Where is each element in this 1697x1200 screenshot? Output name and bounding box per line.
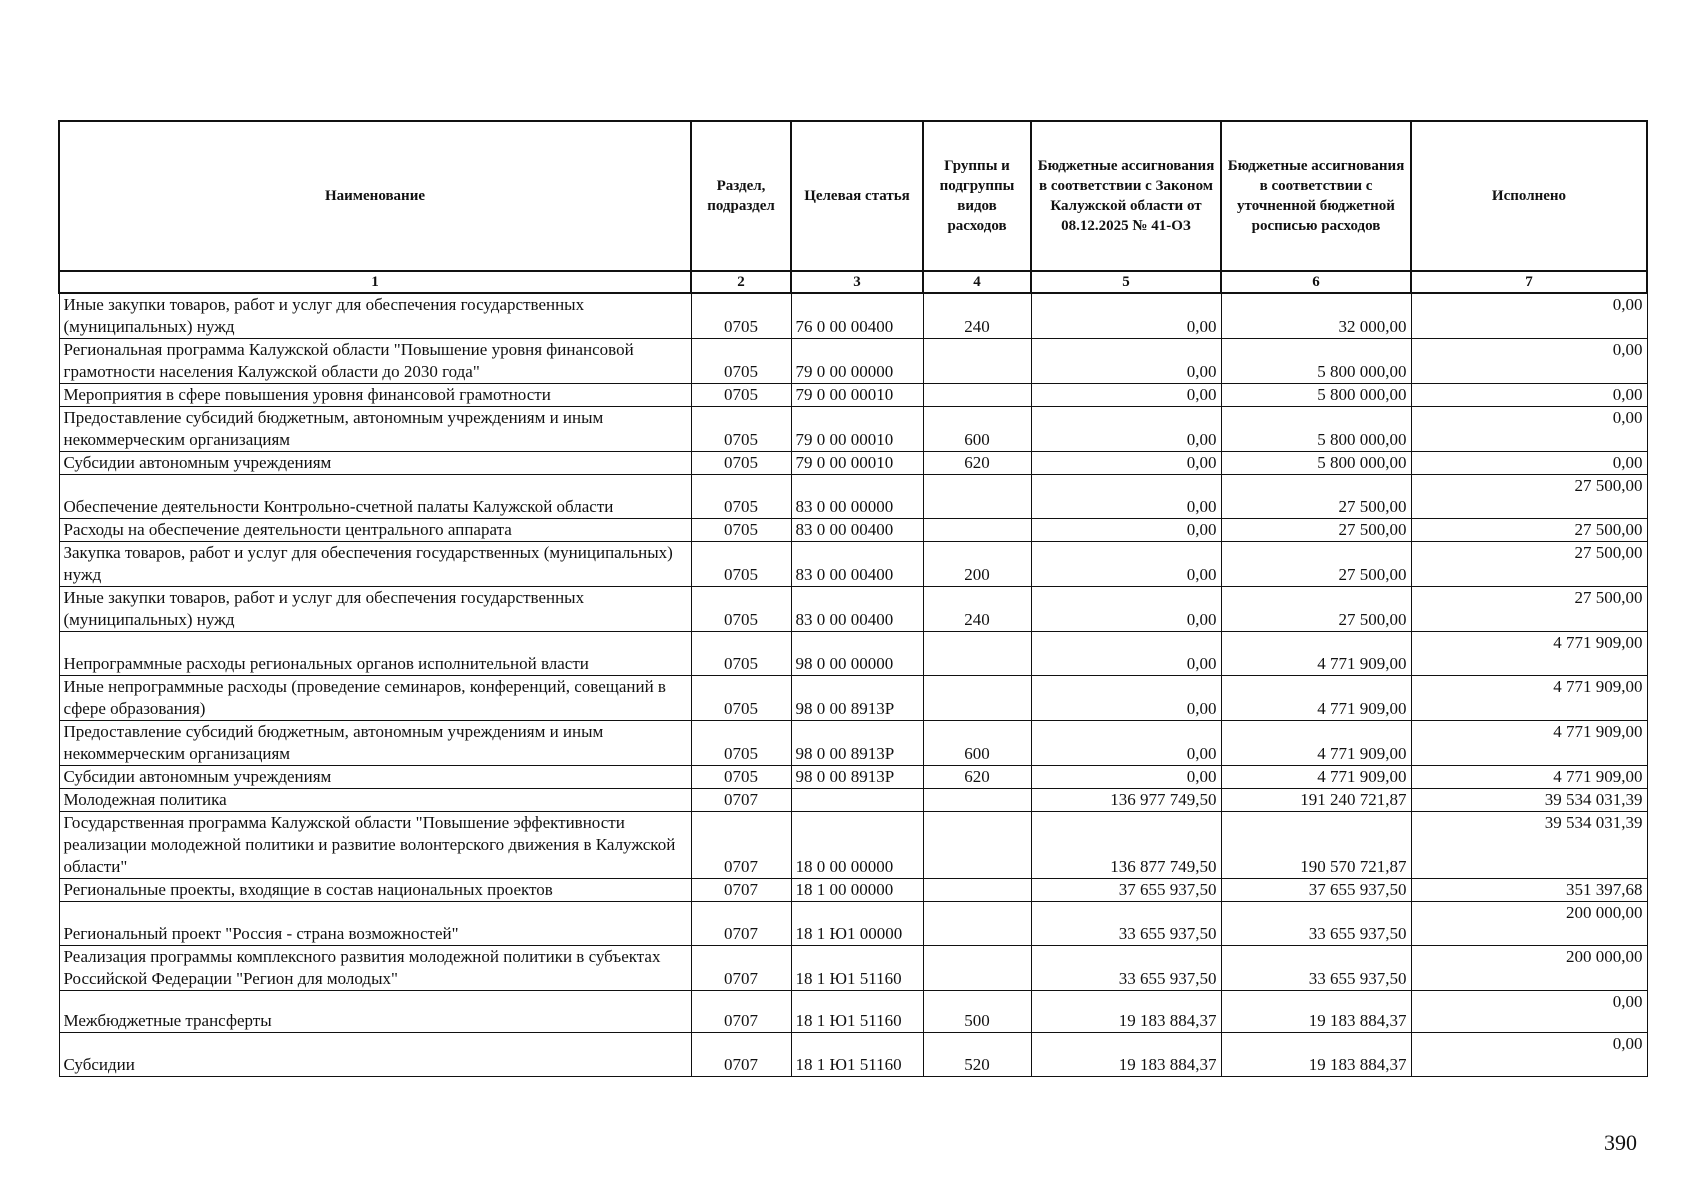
row-executed: 200 000,00 xyxy=(1411,902,1647,946)
row-law-allocation: 136 877 749,50 xyxy=(1031,812,1221,879)
row-name: Обеспечение деятельности Контрольно-счетной палаты Калужской области xyxy=(59,475,691,519)
row-executed: 351 397,68 xyxy=(1411,879,1647,902)
row-refined-allocation: 27 500,00 xyxy=(1221,519,1411,542)
header-expense-groups: Группы и подгруппы видов расходов xyxy=(923,121,1031,271)
row-law-allocation: 33 655 937,50 xyxy=(1031,902,1221,946)
row-law-allocation: 0,00 xyxy=(1031,721,1221,766)
table-row xyxy=(59,789,1647,812)
row-section-code: 0707 xyxy=(691,991,791,1033)
row-section-code: 0705 xyxy=(691,587,791,632)
row-name: Иные закупки товаров, работ и услуг для обеспечения государственных (муниципальных) нужд xyxy=(59,293,691,339)
table-row xyxy=(59,587,1647,632)
table-row xyxy=(59,946,1647,991)
table-row xyxy=(59,475,1647,519)
row-target-article: 18 1 Ю1 51160 xyxy=(791,991,923,1033)
row-expense-group: 200 xyxy=(923,542,1031,587)
row-name: Межбюджетные трансферты xyxy=(59,991,691,1033)
row-executed: 0,00 xyxy=(1411,991,1647,1033)
row-executed: 27 500,00 xyxy=(1411,475,1647,519)
row-section-code: 0707 xyxy=(691,789,791,812)
row-executed: 0,00 xyxy=(1411,339,1647,384)
row-name: Реализация программы комплексного развития молодежной политики в субъектах Российской Федерации "Регион для молодых" xyxy=(59,946,691,991)
row-expense-group: 600 xyxy=(923,407,1031,452)
row-refined-allocation: 33 655 937,50 xyxy=(1221,902,1411,946)
row-target-article: 18 1 00 00000 xyxy=(791,879,923,902)
row-section-code: 0705 xyxy=(691,721,791,766)
table-row xyxy=(59,407,1647,452)
row-name: Расходы на обеспечение деятельности центрального аппарата xyxy=(59,519,691,542)
row-executed: 27 500,00 xyxy=(1411,542,1647,587)
row-refined-allocation: 33 655 937,50 xyxy=(1221,946,1411,991)
row-refined-allocation: 27 500,00 xyxy=(1221,587,1411,632)
row-expense-group: 620 xyxy=(923,452,1031,475)
column-number: 4 xyxy=(923,271,1031,293)
row-section-code: 0705 xyxy=(691,676,791,721)
row-law-allocation: 19 183 884,37 xyxy=(1031,991,1221,1033)
row-section-code: 0707 xyxy=(691,879,791,902)
table-body xyxy=(59,293,1647,1077)
row-expense-group xyxy=(923,879,1031,902)
row-target-article: 18 0 00 00000 xyxy=(791,812,923,879)
row-target-article: 76 0 00 00400 xyxy=(791,293,923,339)
row-executed: 0,00 xyxy=(1411,407,1647,452)
row-expense-group: 240 xyxy=(923,587,1031,632)
row-section-code: 0705 xyxy=(691,632,791,676)
row-expense-group xyxy=(923,946,1031,991)
row-expense-group: 600 xyxy=(923,721,1031,766)
row-refined-allocation: 5 800 000,00 xyxy=(1221,452,1411,475)
row-target-article: 79 0 00 00010 xyxy=(791,452,923,475)
row-executed: 200 000,00 xyxy=(1411,946,1647,991)
row-expense-group xyxy=(923,384,1031,407)
table-row xyxy=(59,632,1647,676)
row-executed: 4 771 909,00 xyxy=(1411,766,1647,789)
row-name: Предоставление субсидий бюджетным, автономным учреждениям и иным некоммерческим организациям xyxy=(59,721,691,766)
header-law-allocations: Бюджетные ассигнования в соответствии с Законом Калужской области от 08.12.2025 № 41-ОЗ xyxy=(1031,121,1221,271)
row-expense-group xyxy=(923,789,1031,812)
row-law-allocation: 0,00 xyxy=(1031,632,1221,676)
row-refined-allocation: 4 771 909,00 xyxy=(1221,721,1411,766)
table-row xyxy=(59,902,1647,946)
row-refined-allocation: 191 240 721,87 xyxy=(1221,789,1411,812)
column-number: 3 xyxy=(791,271,923,293)
row-section-code: 0707 xyxy=(691,1033,791,1077)
row-name: Закупка товаров, работ и услуг для обеспечения государственных (муниципальных) нужд xyxy=(59,542,691,587)
row-section-code: 0707 xyxy=(691,812,791,879)
header-executed: Исполнено xyxy=(1411,121,1647,271)
budget-report-sheet xyxy=(58,120,1646,1077)
row-refined-allocation: 4 771 909,00 xyxy=(1221,766,1411,789)
row-refined-allocation: 19 183 884,37 xyxy=(1221,991,1411,1033)
row-law-allocation: 136 977 749,50 xyxy=(1031,789,1221,812)
table-row xyxy=(59,1033,1647,1077)
row-executed: 0,00 xyxy=(1411,1033,1647,1077)
row-law-allocation: 0,00 xyxy=(1031,542,1221,587)
row-law-allocation: 0,00 xyxy=(1031,475,1221,519)
budget-table xyxy=(58,120,1648,1077)
column-number: 2 xyxy=(691,271,791,293)
row-target-article: 98 0 00 8913Р xyxy=(791,721,923,766)
row-target-article: 79 0 00 00010 xyxy=(791,407,923,452)
row-executed: 4 771 909,00 xyxy=(1411,676,1647,721)
row-law-allocation: 0,00 xyxy=(1031,293,1221,339)
row-target-article: 98 0 00 8913Р xyxy=(791,766,923,789)
row-section-code: 0705 xyxy=(691,766,791,789)
table-row xyxy=(59,721,1647,766)
row-target-article xyxy=(791,789,923,812)
page-number: 390 xyxy=(1604,1130,1637,1155)
row-expense-group: 240 xyxy=(923,293,1031,339)
row-refined-allocation: 5 800 000,00 xyxy=(1221,384,1411,407)
row-target-article: 83 0 00 00400 xyxy=(791,587,923,632)
row-law-allocation: 0,00 xyxy=(1031,676,1221,721)
row-name: Мероприятия в сфере повышения уровня финансовой грамотности xyxy=(59,384,691,407)
row-section-code: 0707 xyxy=(691,902,791,946)
row-section-code: 0705 xyxy=(691,452,791,475)
header-refined-allocations: Бюджетные ассигнования в соответствии с уточненной бюджетной росписью расходов xyxy=(1221,121,1411,271)
row-law-allocation: 0,00 xyxy=(1031,452,1221,475)
row-name: Непрограммные расходы региональных органов исполнительной власти xyxy=(59,632,691,676)
row-executed: 4 771 909,00 xyxy=(1411,721,1647,766)
row-executed: 39 534 031,39 xyxy=(1411,789,1647,812)
row-target-article: 79 0 00 00000 xyxy=(791,339,923,384)
table-row xyxy=(59,339,1647,384)
header-section: Раздел, подраздел xyxy=(691,121,791,271)
column-number: 5 xyxy=(1031,271,1221,293)
table-header-row xyxy=(59,121,1647,271)
row-executed: 0,00 xyxy=(1411,384,1647,407)
table-row xyxy=(59,542,1647,587)
row-name: Субсидии автономным учреждениям xyxy=(59,452,691,475)
row-refined-allocation: 19 183 884,37 xyxy=(1221,1033,1411,1077)
row-section-code: 0707 xyxy=(691,946,791,991)
row-expense-group xyxy=(923,632,1031,676)
table-row xyxy=(59,879,1647,902)
row-law-allocation: 0,00 xyxy=(1031,339,1221,384)
row-law-allocation: 0,00 xyxy=(1031,766,1221,789)
row-name: Молодежная политика xyxy=(59,789,691,812)
row-name: Региональный проект "Россия - страна возможностей" xyxy=(59,902,691,946)
row-target-article: 98 0 00 00000 xyxy=(791,632,923,676)
table-row xyxy=(59,766,1647,789)
row-expense-group: 620 xyxy=(923,766,1031,789)
row-executed: 27 500,00 xyxy=(1411,519,1647,542)
row-section-code: 0705 xyxy=(691,339,791,384)
row-expense-group: 500 xyxy=(923,991,1031,1033)
row-section-code: 0705 xyxy=(691,407,791,452)
row-expense-group xyxy=(923,902,1031,946)
row-target-article: 83 0 00 00400 xyxy=(791,542,923,587)
row-target-article: 18 1 Ю1 00000 xyxy=(791,902,923,946)
row-target-article: 18 1 Ю1 51160 xyxy=(791,946,923,991)
header-target-article: Целевая статья xyxy=(791,121,923,271)
row-section-code: 0705 xyxy=(691,293,791,339)
column-number: 1 xyxy=(59,271,691,293)
row-law-allocation: 0,00 xyxy=(1031,384,1221,407)
row-section-code: 0705 xyxy=(691,475,791,519)
row-refined-allocation: 27 500,00 xyxy=(1221,542,1411,587)
row-name: Субсидии xyxy=(59,1033,691,1077)
row-refined-allocation: 27 500,00 xyxy=(1221,475,1411,519)
row-refined-allocation: 4 771 909,00 xyxy=(1221,632,1411,676)
row-section-code: 0705 xyxy=(691,384,791,407)
row-refined-allocation: 4 771 909,00 xyxy=(1221,676,1411,721)
row-expense-group xyxy=(923,812,1031,879)
row-law-allocation: 33 655 937,50 xyxy=(1031,946,1221,991)
row-executed: 0,00 xyxy=(1411,293,1647,339)
row-target-article: 98 0 00 8913Р xyxy=(791,676,923,721)
row-name: Иные закупки товаров, работ и услуг для обеспечения государственных (муниципальных) нужд xyxy=(59,587,691,632)
header-name: Наименование xyxy=(59,121,691,271)
row-section-code: 0705 xyxy=(691,519,791,542)
row-expense-group xyxy=(923,519,1031,542)
column-number-row xyxy=(59,271,1647,293)
row-law-allocation: 0,00 xyxy=(1031,519,1221,542)
row-executed: 27 500,00 xyxy=(1411,587,1647,632)
table-row xyxy=(59,812,1647,879)
row-expense-group xyxy=(923,339,1031,384)
row-target-article: 18 1 Ю1 51160 xyxy=(791,1033,923,1077)
row-law-allocation: 0,00 xyxy=(1031,407,1221,452)
row-refined-allocation: 32 000,00 xyxy=(1221,293,1411,339)
row-target-article: 83 0 00 00000 xyxy=(791,475,923,519)
row-target-article: 83 0 00 00400 xyxy=(791,519,923,542)
row-refined-allocation: 37 655 937,50 xyxy=(1221,879,1411,902)
table-row xyxy=(59,384,1647,407)
row-name: Региональные проекты, входящие в состав национальных проектов xyxy=(59,879,691,902)
row-executed: 4 771 909,00 xyxy=(1411,632,1647,676)
row-executed: 0,00 xyxy=(1411,452,1647,475)
row-name: Государственная программа Калужской области "Повышение эффективности реализации молодежной политики и развитие волонтерского движения в Калужской области" xyxy=(59,812,691,879)
row-expense-group: 520 xyxy=(923,1033,1031,1077)
row-law-allocation: 0,00 xyxy=(1031,587,1221,632)
row-executed: 39 534 031,39 xyxy=(1411,812,1647,879)
table-row xyxy=(59,293,1647,339)
row-name: Предоставление субсидий бюджетным, автономным учреждениям и иным некоммерческим организациям xyxy=(59,407,691,452)
row-expense-group xyxy=(923,475,1031,519)
column-number: 7 xyxy=(1411,271,1647,293)
table-row xyxy=(59,519,1647,542)
row-target-article: 79 0 00 00010 xyxy=(791,384,923,407)
row-law-allocation: 37 655 937,50 xyxy=(1031,879,1221,902)
table-row xyxy=(59,676,1647,721)
row-name: Субсидии автономным учреждениям xyxy=(59,766,691,789)
row-refined-allocation: 5 800 000,00 xyxy=(1221,407,1411,452)
table-row xyxy=(59,452,1647,475)
column-number: 6 xyxy=(1221,271,1411,293)
row-refined-allocation: 5 800 000,00 xyxy=(1221,339,1411,384)
row-law-allocation: 19 183 884,37 xyxy=(1031,1033,1221,1077)
row-refined-allocation: 190 570 721,87 xyxy=(1221,812,1411,879)
table-row xyxy=(59,991,1647,1033)
row-section-code: 0705 xyxy=(691,542,791,587)
row-expense-group xyxy=(923,676,1031,721)
row-name: Иные непрограммные расходы (проведение семинаров, конференций, совещаний в сфере образования) xyxy=(59,676,691,721)
row-name: Региональная программа Калужской области "Повышение уровня финансовой грамотности населения Калужской области до 2030 года" xyxy=(59,339,691,384)
